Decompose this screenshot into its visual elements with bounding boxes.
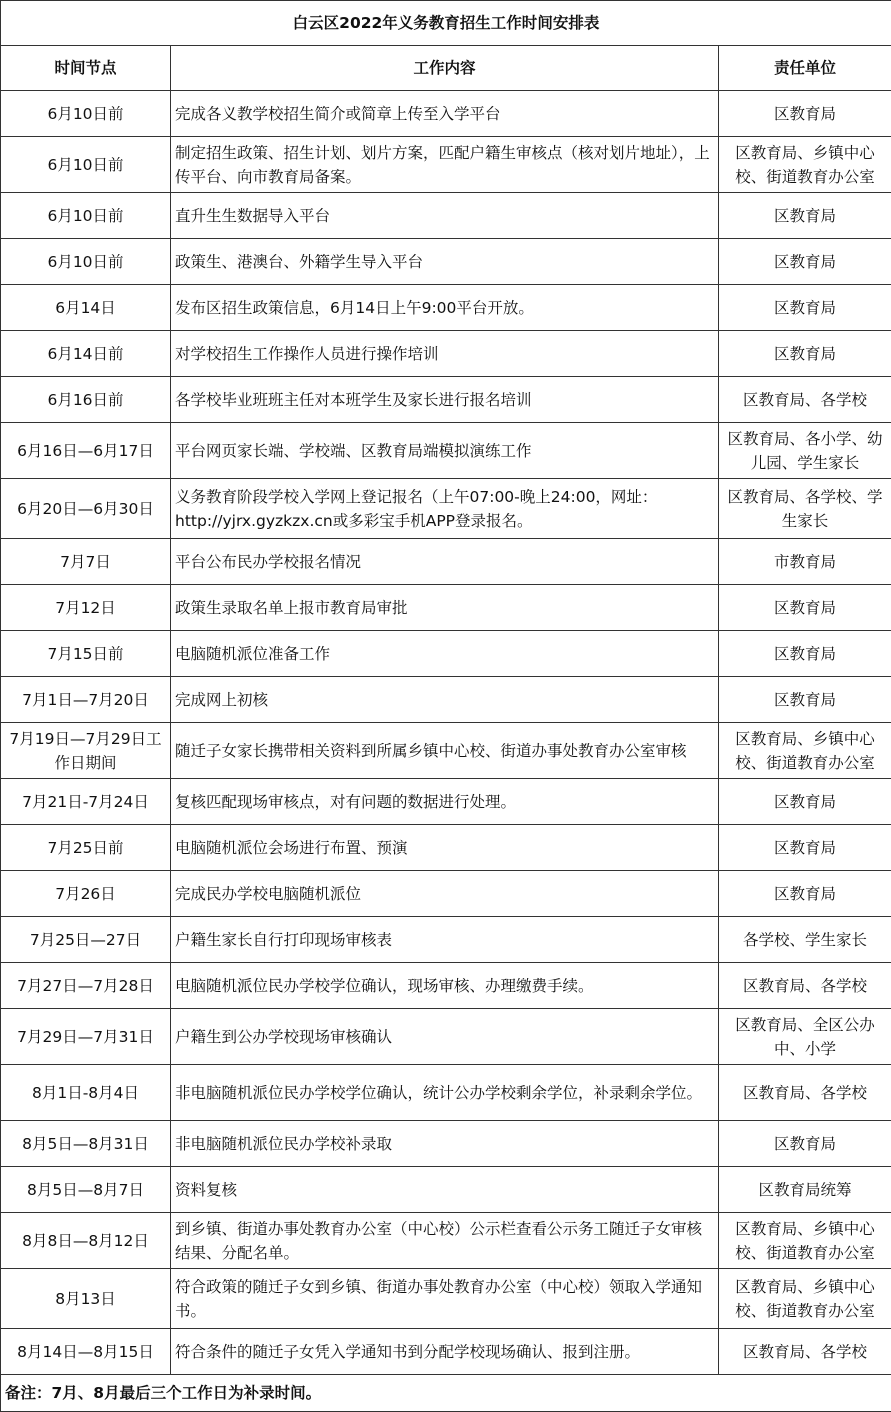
unit-cell: 区教育局、乡镇中心校、街道教育办公室 — [719, 1269, 891, 1329]
time-cell: 7月1日—7月20日 — [1, 677, 171, 723]
content-cell: 电脑随机派位民办学校学位确认，现场审核、办理缴费手续。 — [171, 963, 719, 1009]
content-cell: 各学校毕业班班主任对本班学生及家长进行报名培训 — [171, 377, 719, 423]
time-cell: 7月29日—7月31日 — [1, 1009, 171, 1065]
unit-cell: 区教育局 — [719, 193, 891, 239]
time-cell: 7月25日—27日 — [1, 917, 171, 963]
unit-cell: 区教育局、各学校 — [719, 377, 891, 423]
unit-cell: 市教育局 — [719, 539, 891, 585]
unit-cell: 区教育局、各学校 — [719, 1065, 891, 1121]
time-cell: 8月1日-8月4日 — [1, 1065, 171, 1121]
table-row — [1, 677, 891, 723]
unit-cell: 各学校、学生家长 — [719, 917, 891, 963]
unit-cell: 区教育局 — [719, 285, 891, 331]
unit-cell: 区教育局、各学校、学生家长 — [719, 479, 891, 539]
content-cell: 完成各义教学校招生简介或简章上传至入学平台 — [171, 91, 719, 137]
time-cell: 7月27日—7月28日 — [1, 963, 171, 1009]
content-cell: 对学校招生工作操作人员进行操作培训 — [171, 331, 719, 377]
time-cell: 8月13日 — [1, 1269, 171, 1329]
content-cell: 户籍生家长自行打印现场审核表 — [171, 917, 719, 963]
time-cell: 6月10日前 — [1, 193, 171, 239]
time-cell: 7月25日前 — [1, 825, 171, 871]
unit-cell: 区教育局 — [719, 677, 891, 723]
table-row — [1, 539, 891, 585]
content-cell: 完成民办学校电脑随机派位 — [171, 871, 719, 917]
content-cell: 电脑随机派位会场进行布置、预演 — [171, 825, 719, 871]
time-cell: 6月16日前 — [1, 377, 171, 423]
table-row — [1, 871, 891, 917]
content-cell: 符合条件的随迁子女凭入学通知书到分配学校现场确认、报到注册。 — [171, 1329, 719, 1375]
table-title: 白云区2022年义务教育招生工作时间安排表 — [1, 1, 891, 46]
table-row — [1, 1329, 891, 1375]
content-cell: 随迁子女家长携带相关资料到所属乡镇中心校、街道办事处教育办公室审核 — [171, 723, 719, 779]
time-cell: 8月5日—8月31日 — [1, 1121, 171, 1167]
table-row — [1, 1269, 891, 1329]
unit-cell: 区教育局、各学校 — [719, 1329, 891, 1375]
unit-cell: 区教育局 — [719, 631, 891, 677]
unit-cell: 区教育局 — [719, 825, 891, 871]
unit-cell: 区教育局 — [719, 779, 891, 825]
table-row — [1, 585, 891, 631]
content-cell: 非电脑随机派位民办学校补录取 — [171, 1121, 719, 1167]
time-cell: 8月14日—8月15日 — [1, 1329, 171, 1375]
table-row — [1, 137, 891, 193]
content-cell: 到乡镇、街道办事处教育办公室（中心校）公示栏查看公示务工随迁子女审核结果、分配名单。 — [171, 1213, 719, 1269]
header-row — [1, 46, 891, 91]
column-header-time: 时间节点 — [1, 46, 171, 91]
content-cell: 复核匹配现场审核点，对有问题的数据进行处理。 — [171, 779, 719, 825]
table-row — [1, 1065, 891, 1121]
content-cell: 资料复核 — [171, 1167, 719, 1213]
time-cell: 6月16日—6月17日 — [1, 423, 171, 479]
time-cell: 8月5日—8月7日 — [1, 1167, 171, 1213]
content-cell: 义务教育阶段学校入学网上登记报名（上午07:00-晚上24:00，网址：http://yjrx.gyzkzx.cn或多彩宝手机APP登录报名。 — [171, 479, 719, 539]
time-cell: 7月12日 — [1, 585, 171, 631]
unit-cell: 区教育局统筹 — [719, 1167, 891, 1213]
table-row — [1, 1213, 891, 1269]
unit-cell: 区教育局、乡镇中心校、街道教育办公室 — [719, 723, 891, 779]
table-row — [1, 479, 891, 539]
content-cell: 非电脑随机派位民办学校学位确认，统计公办学校剩余学位，补录剩余学位。 — [171, 1065, 719, 1121]
time-cell: 7月19日—7月29日工作日期间 — [1, 723, 171, 779]
table-row — [1, 377, 891, 423]
column-header-content: 工作内容 — [171, 46, 719, 91]
unit-cell: 区教育局 — [719, 871, 891, 917]
time-cell: 7月15日前 — [1, 631, 171, 677]
table-row — [1, 917, 891, 963]
table-row — [1, 239, 891, 285]
unit-cell: 区教育局 — [719, 91, 891, 137]
content-cell: 直升生生数据导入平台 — [171, 193, 719, 239]
footnote: 备注：7月、8月最后三个工作日为补录时间。 — [1, 1375, 891, 1412]
column-header-unit: 责任单位 — [719, 46, 891, 91]
content-cell: 平台网页家长端、学校端、区教育局端模拟演练工作 — [171, 423, 719, 479]
unit-cell: 区教育局、全区公办中、小学 — [719, 1009, 891, 1065]
content-cell: 发布区招生政策信息，6月14日上午9:00平台开放。 — [171, 285, 719, 331]
unit-cell: 区教育局 — [719, 239, 891, 285]
time-cell: 6月14日前 — [1, 331, 171, 377]
unit-cell: 区教育局、乡镇中心校、街道教育办公室 — [719, 137, 891, 193]
time-cell: 6月10日前 — [1, 137, 171, 193]
content-cell: 制定招生政策、招生计划、划片方案，匹配户籍生审核点（核对划片地址），上传平台、向市教育局备案。 — [171, 137, 719, 193]
table-row — [1, 963, 891, 1009]
table-row — [1, 1121, 891, 1167]
time-cell: 6月20日—6月30日 — [1, 479, 171, 539]
table-row — [1, 723, 891, 779]
unit-cell: 区教育局 — [719, 1121, 891, 1167]
table-row — [1, 91, 891, 137]
table-row — [1, 193, 891, 239]
table-row — [1, 423, 891, 479]
table-row — [1, 285, 891, 331]
unit-cell: 区教育局 — [719, 585, 891, 631]
time-cell: 7月7日 — [1, 539, 171, 585]
unit-cell: 区教育局、各学校 — [719, 963, 891, 1009]
time-cell: 7月21日-7月24日 — [1, 779, 171, 825]
table-row — [1, 631, 891, 677]
unit-cell: 区教育局、各小学、幼儿园、学生家长 — [719, 423, 891, 479]
time-cell: 8月8日—8月12日 — [1, 1213, 171, 1269]
table-row — [1, 825, 891, 871]
table-body — [1, 91, 891, 1375]
table-row — [1, 331, 891, 377]
time-cell: 6月14日 — [1, 285, 171, 331]
time-cell: 6月10日前 — [1, 239, 171, 285]
content-cell: 完成网上初核 — [171, 677, 719, 723]
table-row — [1, 1167, 891, 1213]
unit-cell: 区教育局 — [719, 331, 891, 377]
unit-cell: 区教育局、乡镇中心校、街道教育办公室 — [719, 1213, 891, 1269]
content-cell: 户籍生到公办学校现场审核确认 — [171, 1009, 719, 1065]
table-row — [1, 1009, 891, 1065]
table-row — [1, 779, 891, 825]
time-cell: 6月10日前 — [1, 91, 171, 137]
content-cell: 平台公布民办学校报名情况 — [171, 539, 719, 585]
content-cell: 符合政策的随迁子女到乡镇、街道办事处教育办公室（中心校）领取入学通知书。 — [171, 1269, 719, 1329]
content-cell: 政策生、港澳台、外籍学生导入平台 — [171, 239, 719, 285]
content-cell: 政策生录取名单上报市教育局审批 — [171, 585, 719, 631]
content-cell: 电脑随机派位准备工作 — [171, 631, 719, 677]
time-cell: 7月26日 — [1, 871, 171, 917]
